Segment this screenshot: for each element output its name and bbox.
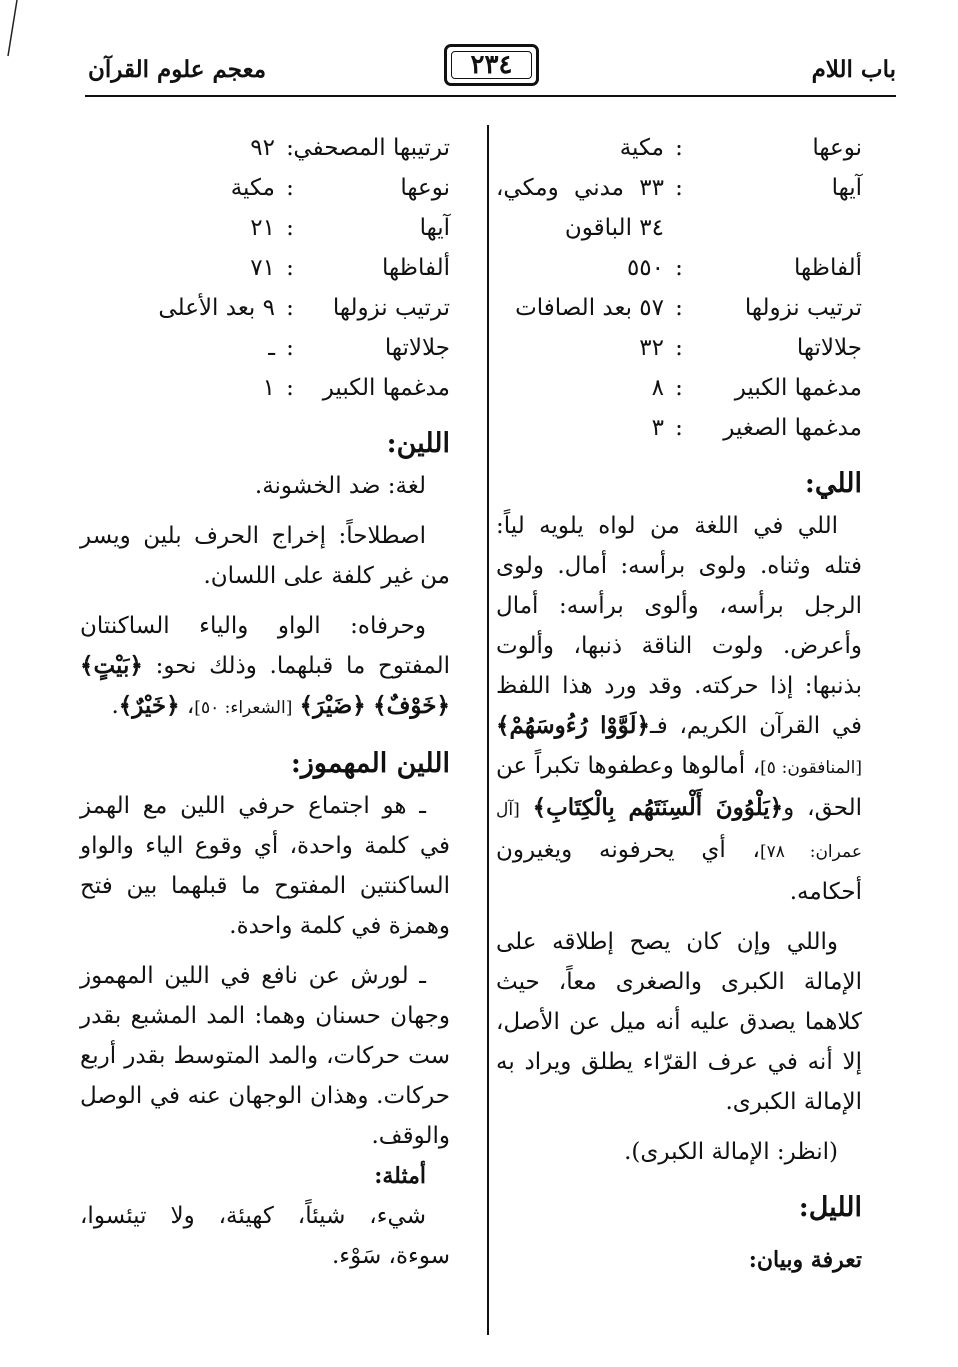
examples-text: شيء، شيئاً، كهيئة، ولا تيئسوا، سوءة، سَوْء. — [80, 1203, 450, 1269]
stat-value: ٣ — [651, 415, 664, 441]
surah-stats-table — [496, 128, 862, 448]
quran-quote: ﴿يَلْوُونَ أَلْسِنَتَهُم بِالْكِتَابِ﴾ — [532, 794, 784, 821]
stat-value: ٩ بعد الأعلى — [158, 295, 275, 321]
text-run: اللي في اللغة من لواه يلويه لياً: فتله وثناه. ولوى برأسه: أمال. ولوى الرجل برأسه، وألوى برأسه: أمال وأعرض. ولوت الناقة ذنبها، وألوت بذنبها: إذا حركته. وقد ورد هذا اللفظ في القرآن الكريم، فـ — [496, 513, 862, 739]
running-head-chapter: باب اللام — [811, 56, 896, 83]
entry-paragraph: واللي وإن كان يصح إطلاقه على الإمالة الكبرى والصغرى معاً، حيث كلاهما يصدق عليه أنه ميل عن الأصل، إلا أنه في عرف القرّاء يطلق ويراد به الإمالة الكبرى. — [496, 929, 862, 1115]
stat-colon: : — [675, 295, 683, 321]
stat-key: نوعها — [812, 135, 862, 161]
stat-key: نوعها — [400, 175, 450, 201]
left-column — [80, 128, 450, 1276]
stat-row — [80, 168, 450, 208]
stat-value: ٨ — [651, 375, 664, 401]
subheading: تعرفة وبيان: — [748, 1247, 862, 1273]
stat-value: ٥٧ بعد الصافات — [515, 295, 664, 321]
entry-paragraph: ـ هو اجتماع حرفي اللين مع الهمز في كلمة واحدة، أي وقوع الياء والواو الساكنتين المفتوح ما قبلهما بين فتح وهمزة في كلمة واحدة. — [80, 793, 450, 939]
stat-colon: : — [675, 135, 683, 161]
quran-quote: ﴿خَوْفٌ﴾ — [373, 692, 450, 719]
stat-colon: : — [675, 335, 683, 361]
stat-value: ٢١ — [250, 215, 275, 241]
stat-key: ألفاظها — [382, 255, 450, 281]
stat-row — [80, 128, 450, 168]
citation: [الشعراء: ٥٠] — [194, 698, 293, 718]
stat-row — [496, 408, 862, 448]
stat-key: ألفاظها — [794, 255, 862, 281]
stat-value: مكية — [230, 175, 275, 201]
entry-paragraph — [496, 506, 862, 912]
stat-key: مدغمها الكبير — [322, 375, 450, 401]
stat-row — [496, 168, 862, 248]
stat-colon: : — [286, 215, 294, 241]
stat-key: جلالاتها — [384, 335, 450, 361]
quran-quote: ﴿لَوَّوْا رُءُوسَهُمْ﴾ — [496, 712, 650, 739]
stat-row — [496, 128, 862, 168]
stat-colon: : — [286, 175, 294, 201]
stat-value: ٥٥٠ — [626, 255, 664, 281]
page-number-frame — [444, 44, 539, 86]
entry-paragraph: ـ لورش عن نافع في اللين المهموز وجهان حسنان وهما: المد المشبع بقدر ست حركات، والمد المتوسط بقدر أربع حركات. وهذان الوجهان عنه في الوصل والوقف. — [80, 963, 450, 1149]
stat-key: مدغمها الصغير — [723, 415, 862, 441]
stat-key: ترتيب نزولها — [744, 295, 862, 321]
entry-heading-alli: اللي: — [804, 468, 862, 499]
quran-quote: ﴿خَيْرٌ﴾ — [118, 692, 180, 719]
stat-value: مكية — [619, 135, 664, 161]
stat-key: ترتيبها المصحفي — [293, 135, 450, 161]
stat-row — [80, 368, 450, 408]
citation: [المنافقون: ٥] — [760, 758, 862, 778]
stat-value: ٣٣ مدني ومكي، ٣٤ الباقون — [496, 175, 664, 241]
stat-colon: : — [675, 375, 683, 401]
stat-colon: : — [286, 335, 294, 361]
stat-colon: : — [286, 255, 294, 281]
stat-key: مدغمها الكبير — [734, 375, 862, 401]
stat-value: ٧١ — [250, 255, 275, 281]
entry-heading-layl: الليل: — [798, 1192, 862, 1223]
stat-colon: : — [286, 295, 294, 321]
stat-row — [80, 288, 450, 328]
stat-colon: : — [675, 255, 683, 281]
stat-colon: : — [286, 375, 294, 401]
stat-row — [80, 248, 450, 288]
quran-quote: ﴿ضَيْرَ﴾ — [299, 692, 366, 719]
citation: [آل عمران: ٧٨] — [496, 800, 862, 862]
stat-colon: : — [675, 415, 683, 441]
stat-colon: : — [286, 135, 294, 161]
text-run: ، أي يحرفونه ويغيرون أحكامه. — [496, 837, 862, 905]
text-run: ، أمالوها وعطفوها تكبراً عن الحق، و — [496, 753, 862, 821]
quran-quote: ﴿بَيْتٍ﴾ — [80, 652, 143, 679]
stat-key: جلالاتها — [796, 335, 862, 361]
entry-paragraph: وحرفاه: الواو والياء الساكنتان المفتوح ما قبلهما. وذلك نحو: ﴿بَيْتٍ﴾ ﴿خَوْفٌ﴾ ﴿ضَيْرَ﴾ [الشعراء: ٥٠]، ﴿خَيْرٌ﴾. — [80, 613, 450, 719]
header-rule — [85, 95, 896, 97]
examples-label: أمثلة: — [374, 1163, 426, 1189]
stat-row — [80, 328, 450, 368]
stat-value: ٣٢ — [639, 335, 664, 361]
surah-stats-table — [80, 128, 450, 408]
text-run: وحرفاه: الواو والياء الساكنتان المفتوح ما قبلهما. وذلك نحو: — [80, 613, 450, 679]
entry-paragraph: لغة: ضد الخشونة. — [254, 473, 426, 499]
stat-row — [496, 368, 862, 408]
stat-value: ١ — [262, 375, 275, 401]
entry-heading-leen: اللين: — [386, 428, 450, 459]
stat-row — [496, 288, 862, 328]
right-column — [496, 128, 862, 1280]
stat-key: ترتيب نزولها — [332, 295, 450, 321]
scan-mark — [4, 0, 20, 58]
running-head-book: معجم علوم القرآن — [88, 56, 267, 83]
stat-value: ـ — [268, 335, 275, 361]
stat-colon: : — [675, 175, 683, 201]
entry-heading-mahmooz: اللين المهموز: — [290, 748, 450, 779]
entry-paragraph: اصطلاحاً: إخراج الحرف بلين ويسر من غير كلفة على اللسان. — [80, 523, 450, 589]
stat-row — [496, 248, 862, 288]
column-divider — [487, 125, 489, 1335]
stat-key: آيها — [419, 215, 450, 241]
stat-row — [80, 208, 450, 248]
stat-key: آيها — [831, 175, 862, 201]
see-also: (انظر: الإمالة الكبرى). — [624, 1139, 838, 1165]
stat-value: ٩٢ — [250, 135, 275, 161]
stat-row — [496, 328, 862, 368]
page-number: ٢٣٤ — [470, 50, 513, 80]
